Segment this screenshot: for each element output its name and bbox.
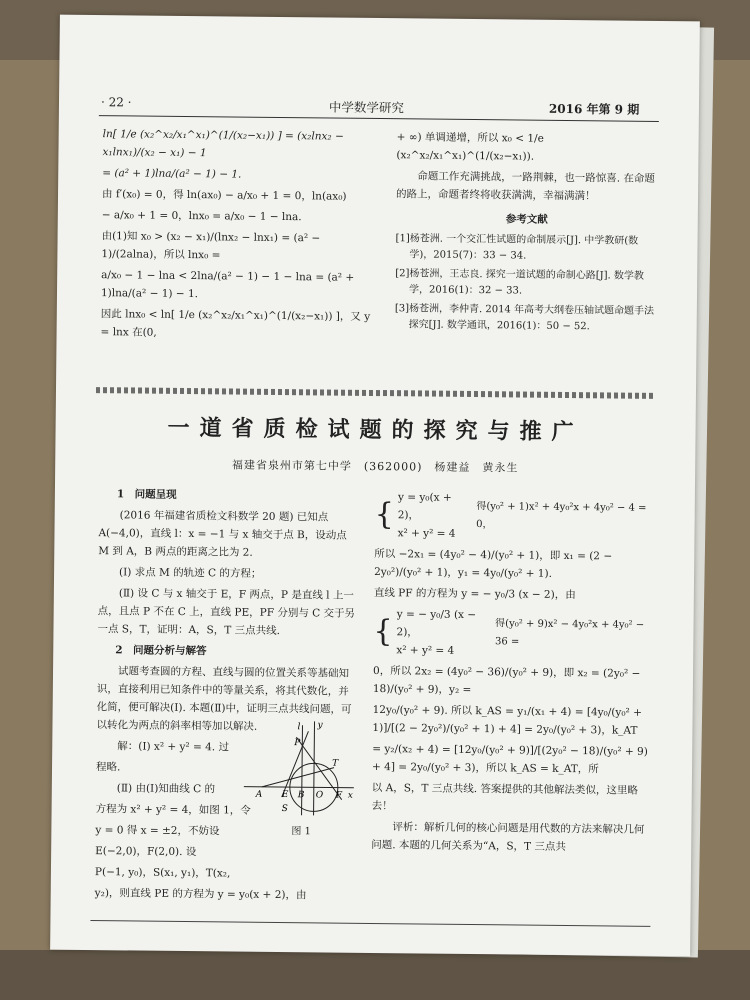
slope-kat: = y₂/(x₂ + 4) = [12y₀/(y₀² + 9)]/[(2y₀² − 18)/(y₀² + 9) + 4] = 2y₀/(y₀² + 3)，所以 k_AS = k_AT，所 [371, 742, 648, 776]
problem-part-1: (Ⅰ) 求点 M 的轨迹 C 的方程； [119, 566, 262, 580]
system-1-equations [398, 488, 473, 543]
system-2-result: 得(y₀² + 9)x² − 4y₀²x + 4y₀² − 36 = [494, 618, 645, 648]
section-1-heading: 1 问题呈现 [116, 488, 177, 501]
bottom-rule [90, 920, 650, 927]
conclusion-line: + ∞) 单调递增，所以 x₀ < 1/e (x₂^x₂/x₁^x₁)^(1/(x₂−x₁)). [396, 131, 544, 163]
system-1-result: 得(y₀² + 1)x² + 4y₀²x + 4y₀² − 4 = 0， [476, 501, 647, 531]
y-axis [314, 721, 315, 815]
label-e: E [281, 790, 289, 801]
system-2-equations [396, 605, 491, 660]
label-t: T [332, 758, 339, 769]
closing-remarks: 命题工作充满挑战，一路荆棘，也一路惊喜. 在命题的路上，命题者终将收获满满，幸福满满！ [395, 170, 655, 203]
reference-1: [1]杨苍洲. 一个交汇性试题的命制展示[J]. 中学教研(数学)，2015(7)：33 − 34. [395, 233, 639, 262]
section-divider [96, 387, 656, 399]
brace-1: { [374, 496, 394, 533]
solution-part-2-line-2: 方程为 x² + y² = 4，如图 1，令 [95, 803, 251, 817]
system-2 [373, 605, 656, 662]
figure-1-diagram [242, 717, 358, 818]
derivation-line-3: 由 f′(x₀) = 0，得 ln(ax₀) − a/x₀ + 1 = 0，ln(ax₀) [101, 188, 347, 203]
solution-part-2-line-6: y₂)，则直线 PE 的方程为 y = y₀(x + 2)，由 [94, 887, 307, 902]
problem-statement: (2016 年福建省质检文科数学 20 题) 已知点 A(−4,0)，直线 l：x = −1 与 x 轴交于点 B，设动点 M 到 A，B 两点的距离之比为 2. [98, 509, 347, 559]
slope-kas: 12y₀/(y₀² + 9). 所以 k_AS = y₁/(x₁ + 4) = [4y₀/(y₀² + 1)]/[(2 − 2y₀²)/(y₀² + 1) + 4] = 2y₀/(y₀² + 3)，k_AT [372, 703, 642, 737]
page-number: · 22 · [100, 95, 132, 110]
label-a: A [255, 789, 263, 800]
line-pf-equation: 直线 PF 的方程为 y = − y₀/3 (x − 2)，由 [373, 586, 576, 602]
journal-name: 中学数学研究 [328, 99, 405, 116]
reference-2: [2]杨苍洲，王志良. 探究一道试题的命制心路[J]. 数学教学，2016(1)：32 − 33. [395, 268, 644, 297]
collinear-conclusion: 以 A，S，T 三点共线. 答案提供的其他解法类似，这里略去！ [371, 781, 639, 813]
label-f: F [335, 790, 343, 801]
reference-3: [3]杨苍洲，李仲青. 2014 年高考大纲卷压轴试题命题手法探究[J]. 数学通讯，2016(1)：50 − 52. [394, 303, 655, 333]
solution-part-2-line-3: y = 0 得 x = ±2，不妨设 [95, 824, 220, 838]
derivation-line-6: a/x₀ − 1 − lna < 2lna/(a² − 1) − 1 − lna = (a² + 1)lna/(a² − 1) − 1. [100, 269, 355, 301]
label-l: l [297, 722, 301, 733]
analysis-paragraph: 试题考查圆的方程、直线与圆的位置关系等基础知识，直接利用已知条件中的等量关系，将其代数化，并化简，便可解决(Ⅰ). 本题(Ⅱ)中，证明三点共线问题，可以转化为两点的斜率相等加以解决. [96, 665, 352, 733]
system-2-eq-b: x² + y² = 4 [396, 644, 455, 657]
system-1-eq-b: x² + y² = 4 [397, 527, 456, 540]
bottom-right-column [371, 488, 657, 860]
brace-2: { [373, 613, 393, 650]
label-y: y [317, 720, 323, 731]
solution-part-1: 解：(Ⅰ) x² + y² = 4. 过 [117, 740, 230, 754]
label-p: P [294, 738, 301, 749]
system-2-eq-a: y = − y₀/3 (x − 2)， [396, 608, 477, 639]
label-s: S [281, 804, 288, 815]
label-x: x [347, 790, 353, 801]
label-b: B [297, 790, 305, 801]
solution-x2: 0，所以 2x₂ = (4y₀² − 36)/(y₀² + 9)，即 x₂ = (2y₀² − 18)/(y₀² + 9)，y₂ = [372, 664, 641, 697]
solution-part-1-cont: 程略. [95, 761, 121, 774]
equation-1: ln[ 1/e (x₂^x₂/x₁^x₁)^(1/(x₂−x₁)) ] = (x₂lnx₂ − x₁lnx₁)/(x₂ − x₁) − 1 [102, 128, 344, 160]
derivation-line-4: − a/x₀ + 1 = 0，lnx₀ = a/x₀ − 1 − lna. [101, 209, 302, 224]
desk-background-bottom [0, 950, 750, 1000]
solution-part-2-line-4: E(−2,0)，F(2,0). 设 [95, 845, 197, 859]
label-o: O [315, 790, 324, 801]
line-l [302, 725, 303, 815]
bottom-left-column [95, 485, 361, 908]
system-1-eq-a: y = y₀(x + 2)， [397, 491, 452, 522]
problem-part-2: (Ⅱ) 设 C 与 x 轴交于 E，F 两点，P 是直线 l 上一点，且点 P 不在 C 上，直线 PE，PF 分别与 C 交于另一点 S，T，证明：A，S，T 三点共线. [97, 587, 356, 638]
solution-x1: 所以 −2x₁ = (4y₀² − 4)/(y₀² + 1)，即 x₁ = (2 − 2y₀²)/(y₀² + 1)，y₁ = 4y₀/(y₀² + 1). [374, 547, 613, 580]
article-affiliation: 福建省泉州市第七中学 (362000) 杨建益 黄永生 [231, 458, 519, 475]
derivation-line-7: 因此 lnx₀ < ln[ 1/e (x₂^x₂/x₁^x₁)^(1/(x₂−x₁)) ]，又 y = lnx 在(0, [100, 308, 371, 339]
figure-1-caption: 图 1 [291, 826, 311, 838]
top-left-column [100, 125, 382, 347]
issue-label: 2016 年第 9 期 [548, 101, 640, 117]
equation-2: = (a² + 1)lna/(a² − 1) − 1. [102, 167, 242, 181]
derivation-line-5: 由(1)知 x₀ > (x₂ − x₁)/(lnx₂ − lnx₁) = (a² − 1)/(2alna)，所以 lnx₀ = [101, 230, 321, 262]
solution-part-2-line-1: (Ⅱ) 由(Ⅰ)知曲线 C 的 [116, 782, 216, 796]
commentary: 评析：解析几何的核心问题是用代数的方法来解决几何问题. 本题的几何关系为“A，S，T 三点共 [371, 821, 645, 854]
article-title: 一道省质检试题的探究与推广 [167, 414, 584, 446]
section-2-heading: 2 问题分析与解答 [115, 644, 207, 658]
journal-page [50, 15, 700, 957]
solution-part-2-line-5: P(−1, y₀)，S(x₁, y₁)，T(x₂, [94, 866, 231, 880]
references-title: 参考文献 [505, 213, 548, 226]
top-right-column [395, 128, 659, 339]
system-1 [374, 488, 657, 545]
